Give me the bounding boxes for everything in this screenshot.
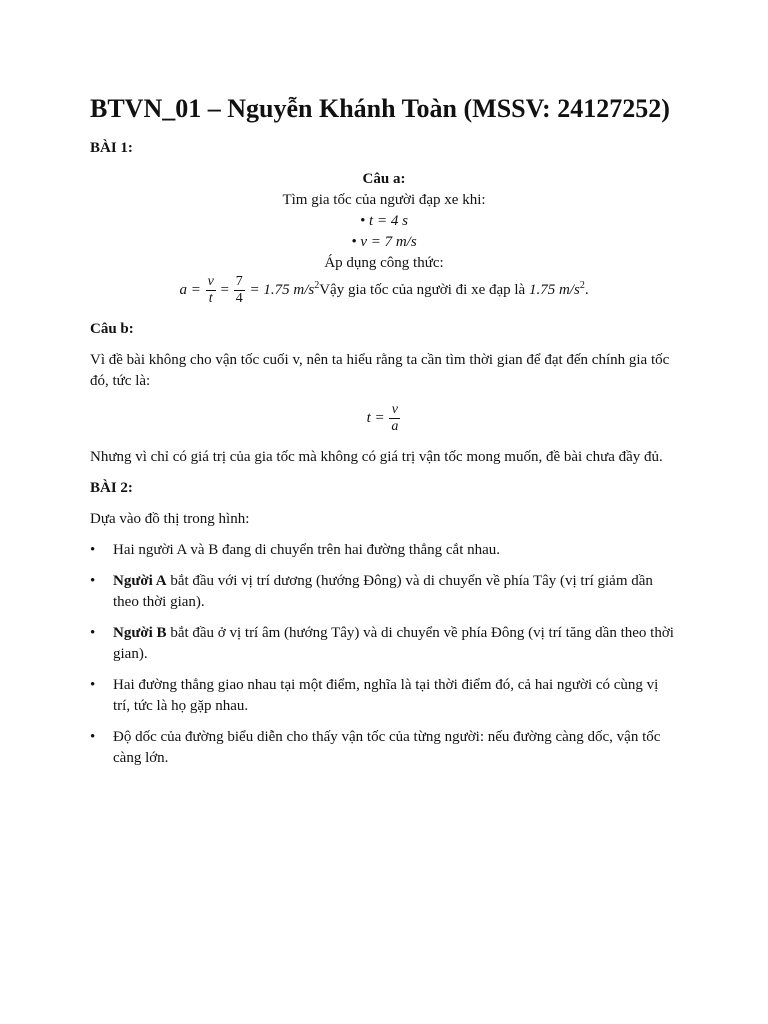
formula-result: = 1.75 m/s	[249, 281, 315, 298]
fraction-a-denominator: a	[391, 419, 399, 434]
bai2-heading: BÀI 2:	[90, 480, 133, 496]
time-formula	[90, 402, 678, 435]
cau-b-paragraph-1: Vì đề bài không cho vận tốc cuối v, nên ta hiểu rằng ta cần tìm thời gian để đạt đến chính gia tốc đó, tức là:	[90, 352, 670, 389]
document-title: BTVN_01 – Nguyễn Khánh Toàn (MSSV: 24127252)	[90, 94, 670, 123]
list-item: • Hai người A và B đang di chuyển trên hai đường thẳng cắt nhau.	[90, 540, 678, 561]
fraction-v-numerator-b: v	[389, 402, 400, 419]
cau-a-intro: Tìm gia tốc của người đạp xe khi:	[282, 192, 486, 208]
formula-result-exponent: 2	[314, 279, 320, 291]
conclusion-end: .	[584, 281, 589, 298]
list-item: • Độ dốc của đường biểu diễn cho thấy vận tốc của từng người: nếu đường càng dốc, vận tốc càng lớn.	[90, 727, 678, 769]
fraction-v-numerator: v	[207, 274, 214, 289]
fraction-v-over-t	[206, 274, 216, 307]
fraction-4-denominator: 4	[235, 291, 243, 306]
cau-a-heading: Câu a:	[362, 171, 406, 187]
cau-b-paragraph-2: Nhưng vì chỉ có giá trị của gia tốc mà không có giá trị vận tốc mong muốn, đề bài chưa đầy đủ.	[90, 449, 663, 465]
bai1-heading: BÀI 1:	[90, 140, 133, 156]
bai2-intro: Dựa vào đồ thị trong hình:	[90, 511, 250, 527]
formula-a-lhs: a =	[179, 281, 201, 298]
list-item: • Người B bắt đầu ở vị trí âm (hướng Tây) và di chuyển về phía Đông (vị trí tăng dần theo thời gian).	[90, 623, 678, 665]
given-velocity: • v = 7 m/s	[351, 234, 417, 250]
bai2-bullet-list	[90, 540, 678, 769]
fraction-7-numerator: 7	[235, 274, 243, 289]
acceleration-formula-line: a = $\frac{v}{t}$ = $\frac{7}{4}$ = 1.75 $m/s^2Vậy$ gia tốc của người đi xe đạp là 1.75 $m/s^2$.	[179, 274, 589, 306]
list-item: • Người A bắt đầu với vị trí dương (hướng Đông) và di chuyển về phía Tây (vị trí giảm dần theo thời gian).	[90, 571, 678, 613]
time-formula-lhs: t =	[366, 409, 385, 426]
list-item: • Hai đường thẳng giao nhau tại một điểm, nghĩa là tại thời điểm đó, cả hai người có cùng vị trí, tức là họ gặp nhau.	[90, 675, 678, 717]
cau-b-heading: Câu b:	[90, 321, 134, 337]
cau-a-block	[90, 169, 678, 307]
given-time: • t = 4 s	[360, 213, 408, 229]
fraction-t-denominator: t	[208, 291, 213, 306]
apply-formula-label: Áp dụng công thức:	[324, 255, 444, 271]
fraction-7-over-4	[234, 274, 245, 307]
conclusion-text: Vậy gia tốc của người đi xe đạp là	[319, 281, 526, 298]
fraction-v-over-a	[389, 402, 400, 435]
conclusion-exponent: 2	[579, 279, 585, 291]
conclusion-value: 1.75 m/s	[528, 281, 580, 298]
